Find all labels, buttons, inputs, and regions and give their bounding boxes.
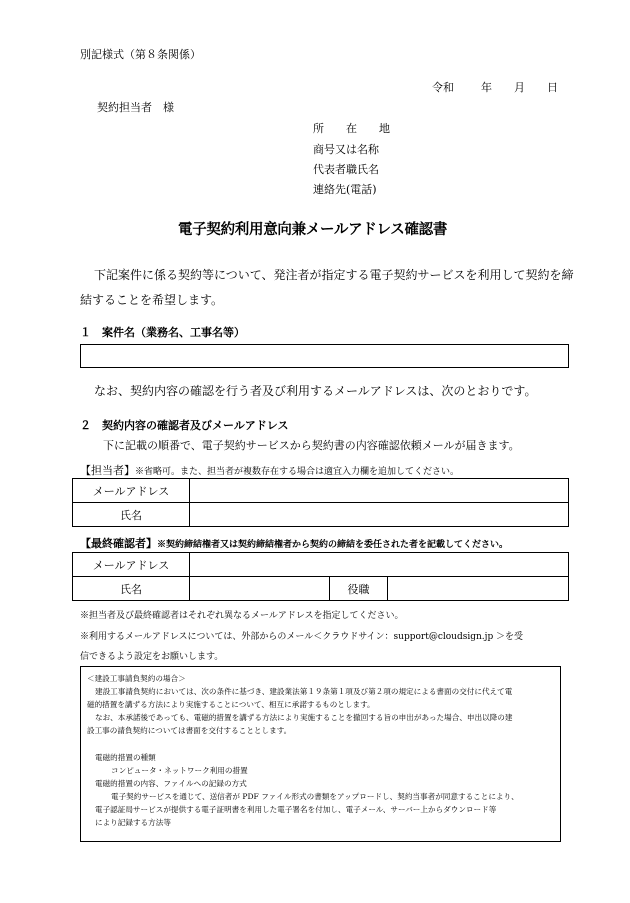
final-confirmer-note: ※契約締結権者又は契約締結権者から契約の締結を委任された者を記載してください。 [157, 540, 509, 550]
person-in-charge-header [80, 459, 459, 478]
date-month: 月 [514, 81, 525, 94]
form-label: 別記様式（第８条関係） [80, 48, 201, 61]
intro-line-1: 下記案件に係る契約等について、発注者が指定する電子契約サービスを利用して契約を締 [94, 268, 574, 282]
box-line-2: 建設工事請負契約においては、次の条件に基づき、建設業法第１９条第１項及び第２項の規定による書面の交付に代えて電 [95, 687, 513, 696]
box-line-7: コンピュータ・ネットワーク利用の措置 [111, 766, 248, 775]
box-line-11: により記録する方法等 [95, 818, 171, 827]
box-line-4: なお、本承諾後であっても、電磁的措置を講ずる方法により実施することを撤回する旨の申出があった場合、申出以降の建 [95, 713, 513, 722]
sender-rep-label: 代表者職氏名 [313, 163, 379, 176]
date-day: 日 [547, 81, 558, 94]
person-in-charge-table [72, 478, 569, 527]
fc-name-label: 氏名 [73, 577, 190, 601]
construction-contract-box [80, 666, 561, 842]
addressee: 契約担当者 様 [97, 101, 174, 114]
intro-line-2: 結することを希望します。 [80, 293, 224, 307]
box-line-9: 電子契約サービスを通じて、送信者が PDF ファイル形式の書類をアップロードし、契約当事者が同意することにより、 [111, 792, 519, 801]
footnote-3: 信できるよう設定をお願いします。 [80, 652, 224, 662]
footnote-2: ※利用するメールアドレスについては、外部からのメール＜クラウドサイン：support@cloudsign.jp ＞を受 [80, 632, 524, 642]
person-in-charge-note: ※省略可。また、担当者が複数存在する場合は適宜入力欄を追加してください。 [135, 467, 460, 477]
page-title: 電子契約利用意向兼メールアドレス確認書 [178, 222, 448, 238]
final-confirmer-label: 【最終確認者】 [80, 537, 157, 550]
section2-desc: 下に記載の順番で、電子契約サービスから契約書の内容確認依頼メールが届きます。 [103, 439, 520, 452]
pic-email-field[interactable] [190, 479, 569, 503]
pic-name-field[interactable] [190, 503, 569, 527]
section1-heading: １ 案件名（業務名、工事名等） [80, 326, 245, 339]
date-year: 年 [481, 81, 492, 94]
box-line-1: ＜建設工事請負契約の場合＞ [87, 674, 186, 683]
sender-contact-label: 連絡先(電話) [313, 183, 377, 196]
final-confirmer-header [80, 532, 508, 551]
fc-position-field[interactable] [388, 577, 569, 601]
box-line-10: 電子認証局サービスが提供する電子証明書を利用した電子署名を付加し、電子メール、サーバー上からダウンロード等 [95, 805, 497, 814]
box-line-8: 電磁的措置の内容、ファイルへの記録の方式 [95, 779, 247, 788]
person-in-charge-label: 【担当者】 [80, 464, 135, 477]
pic-email-label: メールアドレス [73, 479, 190, 503]
box-line-3: 磁的措置を講ずる方法により実施することについて、相互に承諾するものとします。 [87, 700, 375, 709]
box-line-6: 電磁的措置の種類 [95, 753, 156, 762]
fc-position-label: 役職 [330, 577, 388, 601]
note-sentence: なお、契約内容の確認を行う者及び利用するメールアドレスは、次のとおりです。 [94, 384, 537, 398]
fc-name-field[interactable] [190, 577, 330, 601]
sender-name-label: 商号又は名称 [313, 143, 379, 156]
project-name-field[interactable] [80, 344, 569, 368]
date-era: 令和 [432, 81, 454, 94]
box-line-5: 設工事の請負契約については書面を交付することとします。 [87, 726, 292, 735]
sender-address-label: 所 在 地 [313, 122, 390, 135]
footnote-1: ※担当者及び最終確認者はそれぞれ異なるメールアドレスを指定してください。 [80, 611, 404, 621]
fc-email-label: メールアドレス [73, 553, 190, 577]
section2-heading: ２ 契約内容の確認者及びメールアドレス [80, 419, 289, 432]
fc-email-field[interactable] [190, 553, 569, 577]
pic-name-label: 氏名 [73, 503, 190, 527]
final-confirmer-table [72, 552, 569, 601]
